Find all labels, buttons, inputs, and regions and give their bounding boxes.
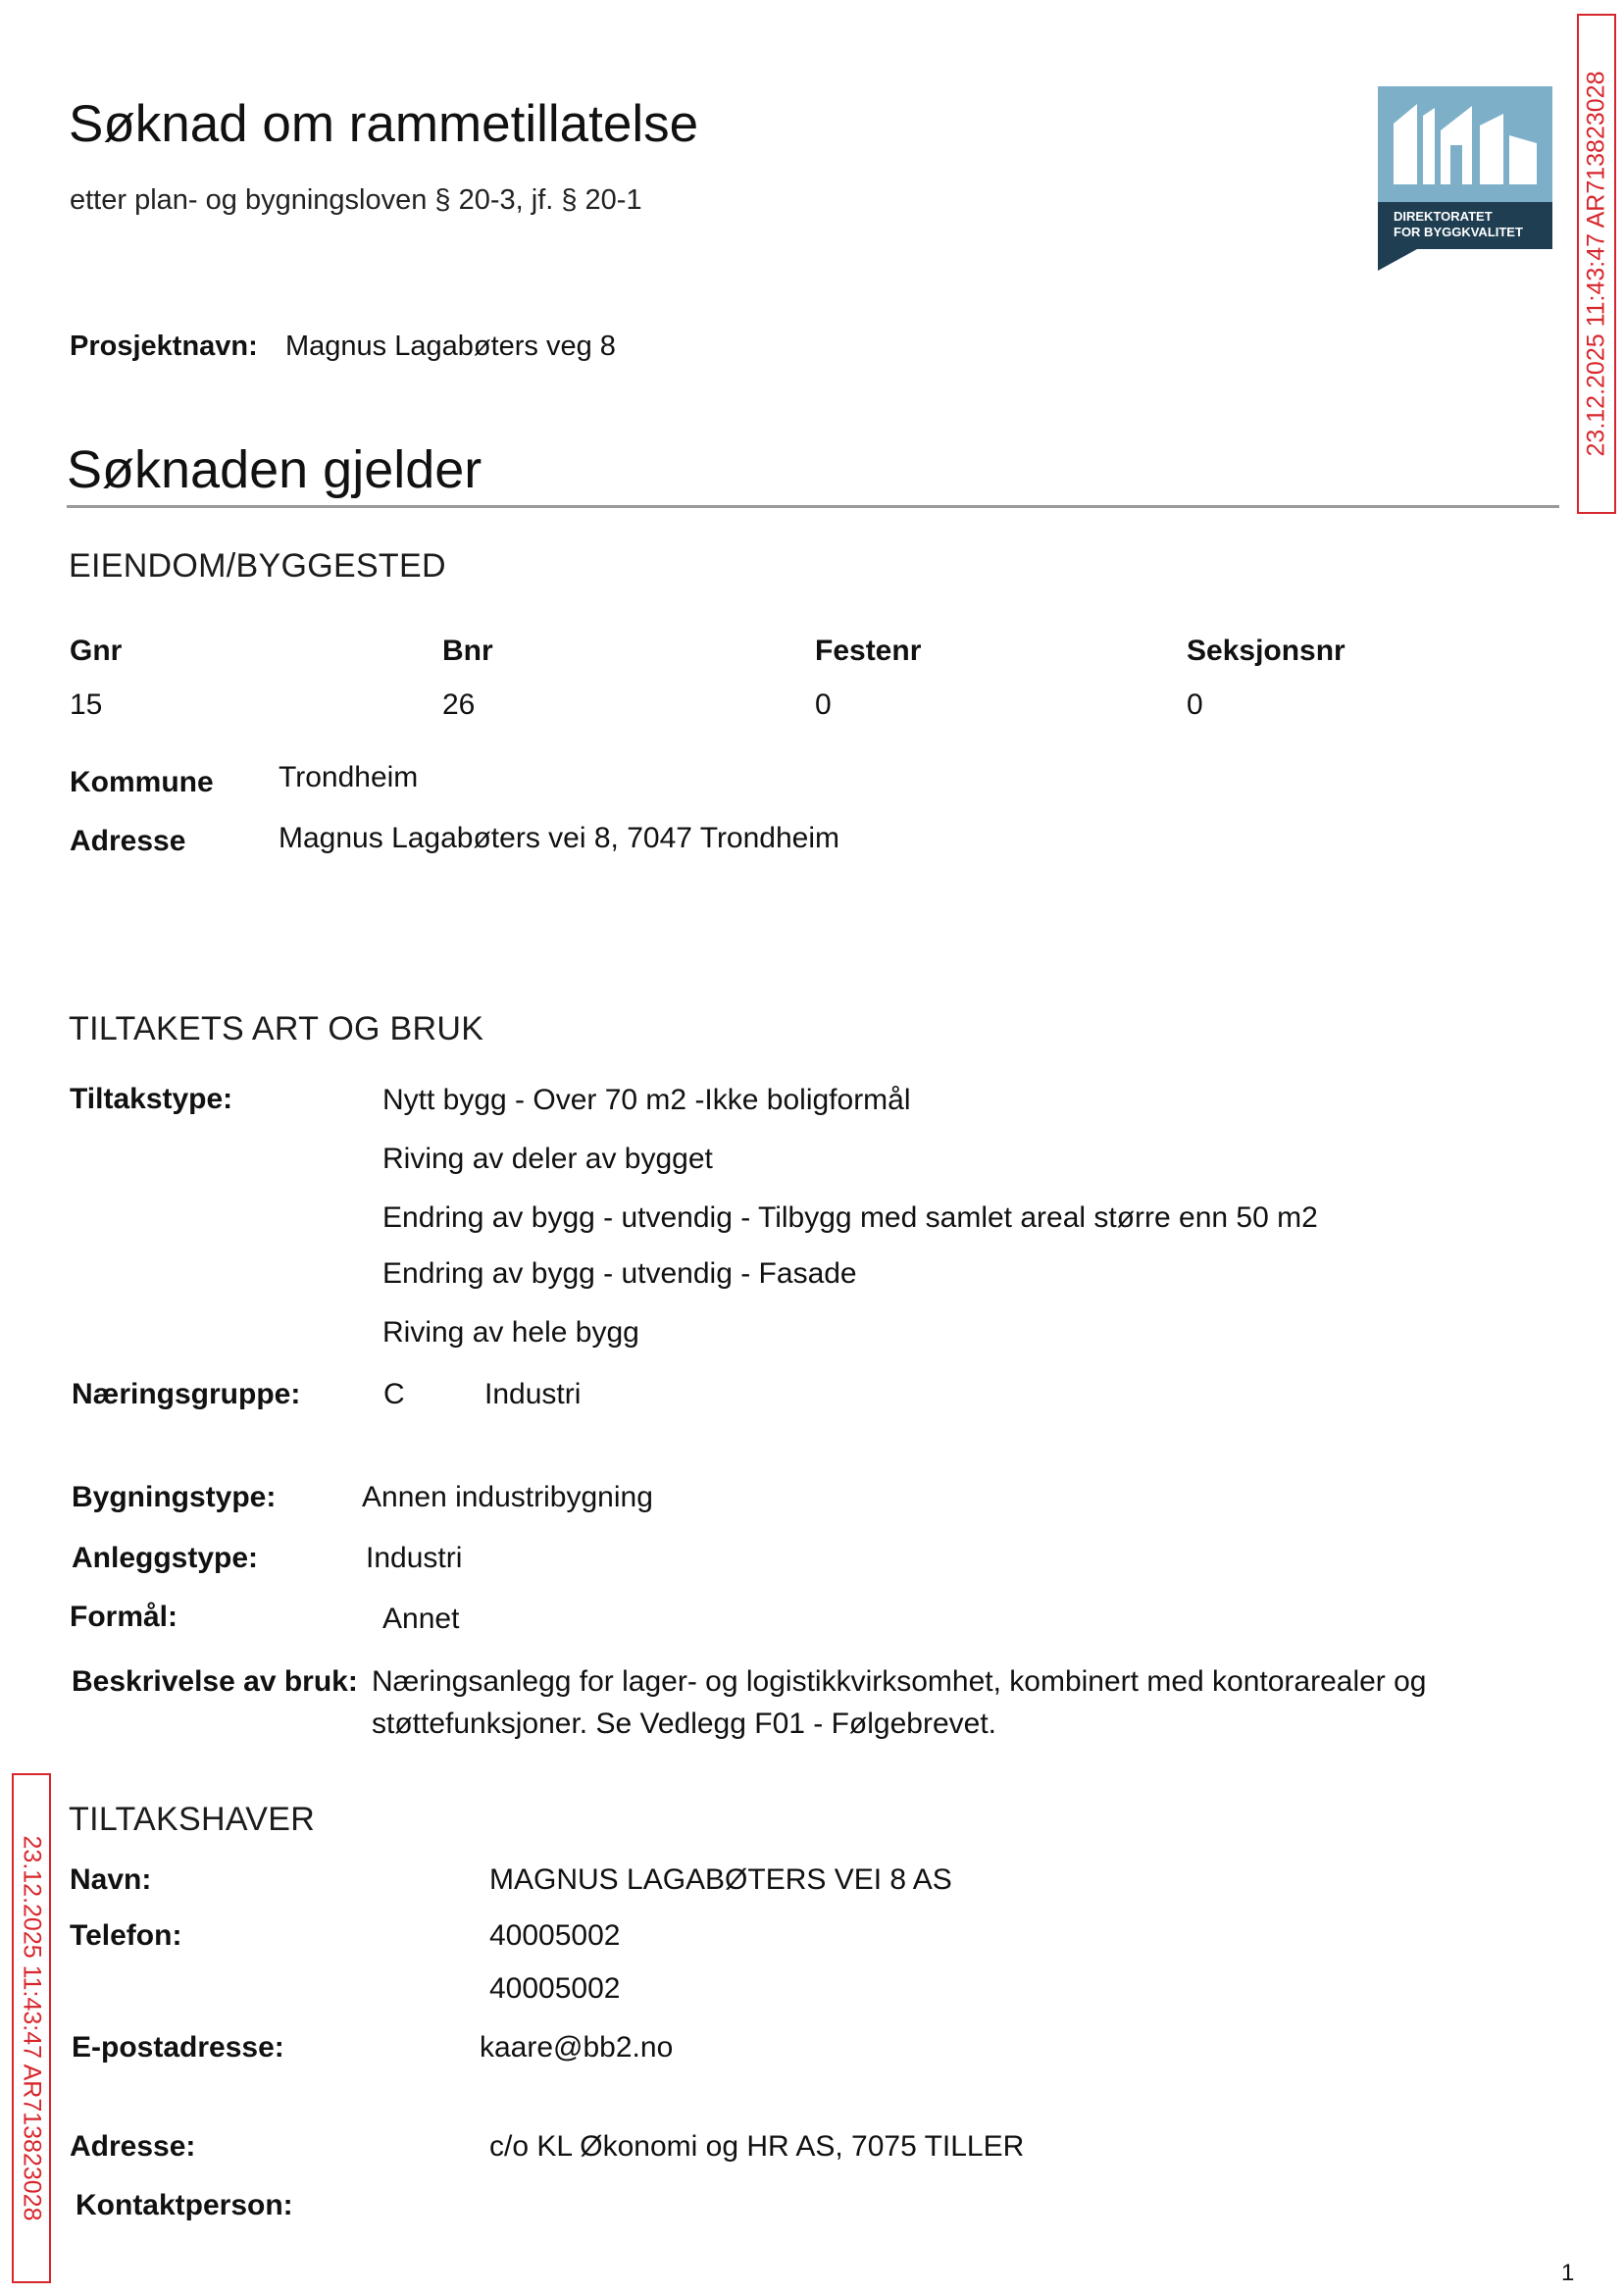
kommune-value: Trondheim — [279, 761, 419, 793]
stamp-text: 23.12.2025 11:43:47 AR713823028 — [18, 1835, 46, 2221]
adresse-value: Magnus Lagabøters vei 8, 7047 Trondheim — [279, 822, 840, 854]
epost-label: E-postadresse: — [72, 2031, 284, 2064]
navn-label: Navn: — [70, 1863, 152, 1896]
formal-value: Annet — [382, 1603, 460, 1635]
logo-buildings-icon — [1378, 86, 1552, 202]
project-value: Magnus Lagabøters veg 8 — [285, 331, 616, 362]
kontaktperson-label: Kontaktperson: — [76, 2189, 293, 2221]
bygningstype-value: Annen industribygning — [362, 1481, 653, 1513]
tiltakstype-item: Endring av bygg - utvendig - Tilbygg med samlet areal større enn 50 m2 — [382, 1201, 1318, 1234]
tiltakshaver-adresse-value: c/o KL Økonomi og HR AS, 7075 TILLER — [489, 2130, 1025, 2163]
section-title: Søknaden gjelder — [67, 440, 482, 499]
logo-text-line2: FOR BYGGKVALITET — [1394, 225, 1523, 239]
kommune-label: Kommune — [70, 766, 214, 798]
bnr-label: Bnr — [442, 635, 493, 667]
tiltakstype-item: Endring av bygg - utvendig - Fasade — [382, 1257, 857, 1290]
beskrivelse-line2: støttefunksjoner. Se Vedlegg F01 - Følgebrevet. — [372, 1708, 997, 1740]
anleggstype-label: Anleggstype: — [72, 1542, 259, 1574]
beskrivelse-line1: Næringsanlegg for lager- og logistikkvirksomhet, kombinert med kontorarealer og — [372, 1665, 1427, 1698]
adresse-label: Adresse — [70, 825, 186, 857]
festenr-value: 0 — [815, 688, 832, 721]
stamp-text: 23.12.2025 11:43:47 AR713823028 — [1582, 71, 1610, 457]
epost-value: kaare@bb2.no — [480, 2031, 674, 2064]
navn-value: MAGNUS LAGABØTERS VEI 8 AS — [489, 1863, 952, 1896]
seksjonsnr-value: 0 — [1187, 688, 1203, 721]
eiendom-heading: EIENDOM/BYGGESTED — [69, 547, 446, 585]
section-divider — [67, 505, 1559, 508]
formal-label: Formål: — [70, 1601, 178, 1633]
anleggstype-value: Industri — [366, 1542, 463, 1574]
gnr-label: Gnr — [70, 635, 123, 667]
dibk-logo — [1378, 86, 1552, 278]
tiltak-heading: TILTAKETS ART OG BRUK — [69, 1010, 484, 1047]
page-number: 1 — [1561, 2260, 1575, 2286]
timestamp-stamp-right — [1577, 14, 1616, 514]
tiltakstype-item: Nytt bygg - Over 70 m2 -Ikke boligformål — [382, 1084, 911, 1116]
seksjonsnr-label: Seksjonsnr — [1187, 635, 1345, 667]
document-title: Søknad om rammetillatelse — [69, 95, 699, 153]
naeringsgruppe-label: Næringsgruppe: — [72, 1378, 301, 1410]
telefon-value: 40005002 — [489, 1919, 621, 1952]
timestamp-stamp-left — [12, 1773, 51, 2283]
tiltakshaver-adresse-label: Adresse: — [70, 2130, 196, 2163]
logo-text-line1: DIREKTORATET — [1394, 209, 1493, 224]
telefon-label: Telefon: — [70, 1919, 182, 1952]
naeringsgruppe-code: C — [383, 1378, 405, 1410]
bnr-value: 26 — [442, 688, 476, 721]
project-label: Prosjektnavn: — [70, 331, 258, 362]
festenr-label: Festenr — [815, 635, 922, 667]
naeringsgruppe-value: Industri — [484, 1378, 582, 1410]
tiltakstype-item: Riving av deler av bygget — [382, 1143, 713, 1175]
bygningstype-label: Bygningstype: — [72, 1481, 277, 1513]
gnr-value: 15 — [70, 688, 103, 721]
document-subtitle: etter plan- og bygningsloven § 20-3, jf. § 20-1 — [70, 184, 642, 216]
tiltakshaver-heading: TILTAKSHAVER — [69, 1801, 316, 1838]
tiltakstype-item: Riving av hele bygg — [382, 1316, 639, 1349]
telefon-value-2: 40005002 — [489, 1972, 621, 2005]
beskrivelse-label: Beskrivelse av bruk: — [72, 1665, 358, 1698]
tiltakstype-label: Tiltakstype: — [70, 1083, 233, 1115]
